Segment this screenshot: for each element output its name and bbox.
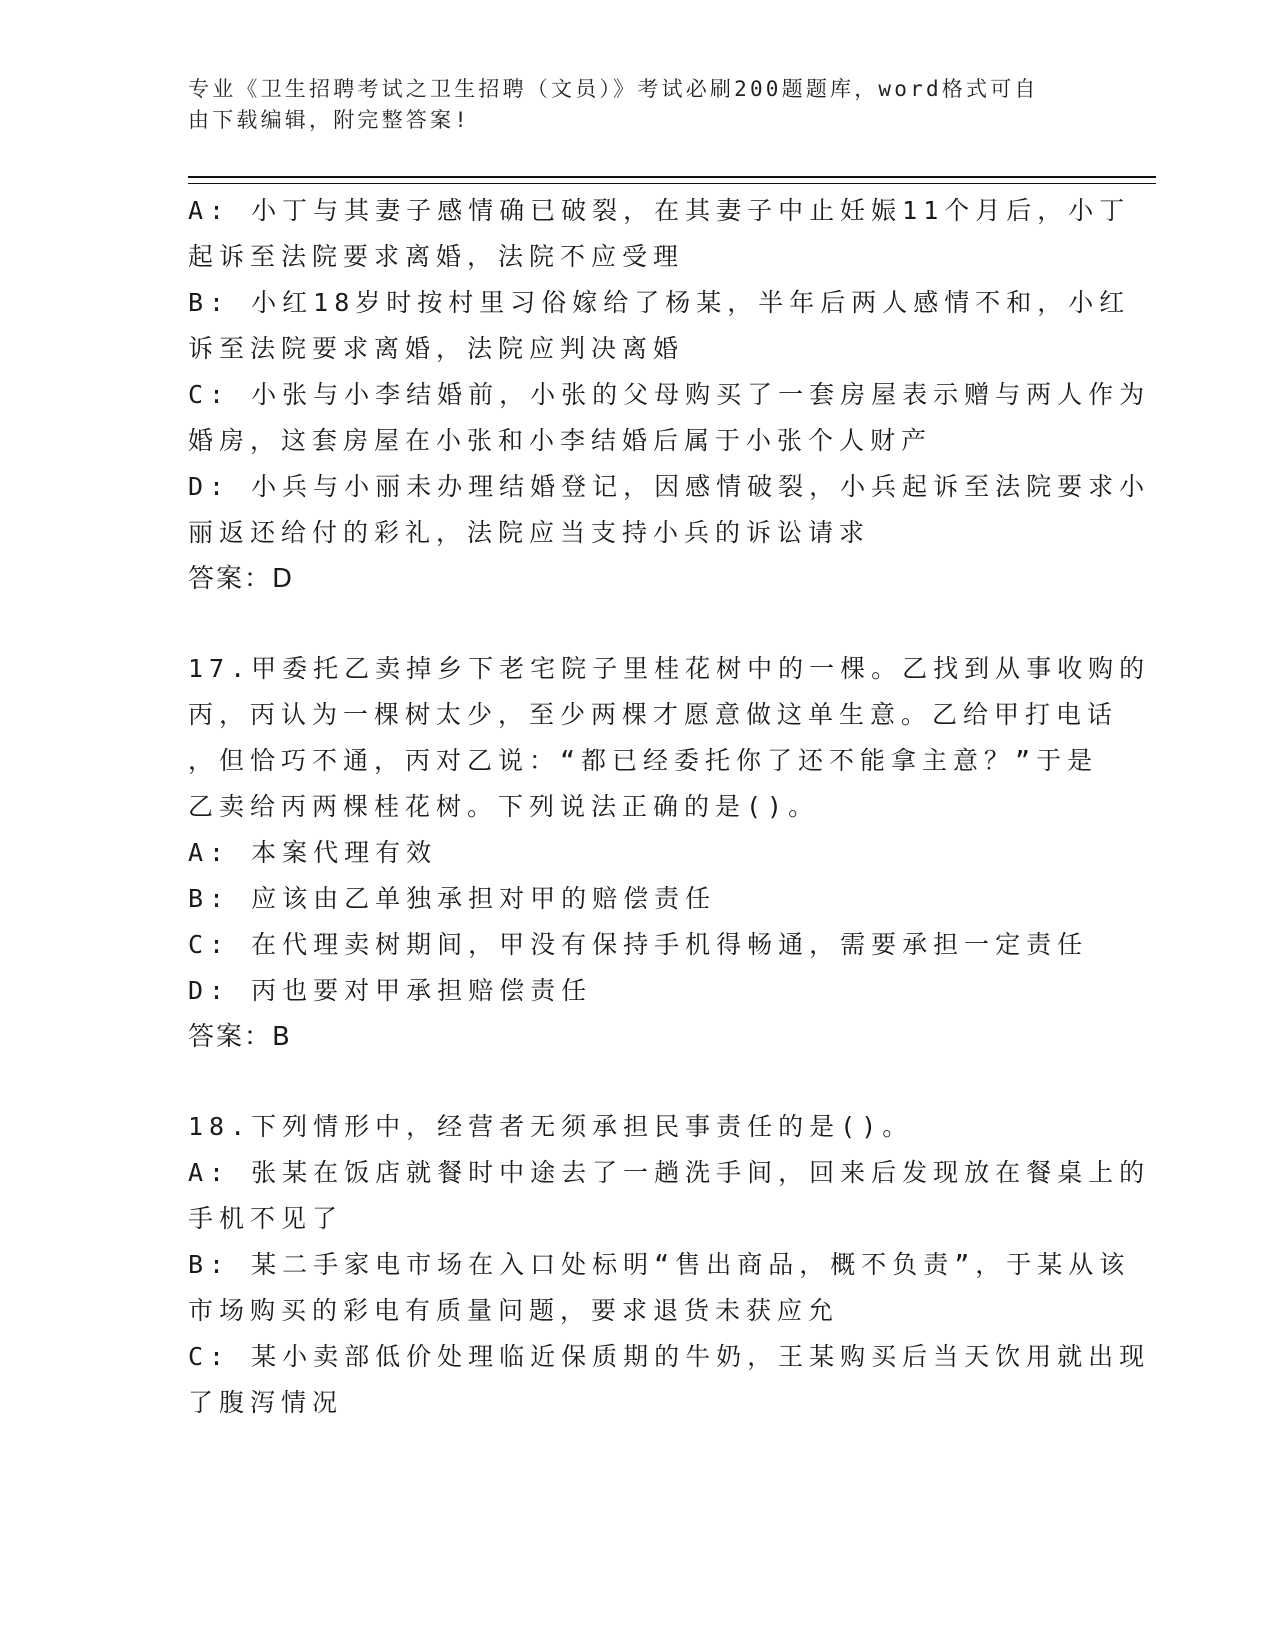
q18-option-a-line-2: 手机不见了 — [188, 1204, 344, 1233]
q18-option-b-line-2: 市场购买的彩电有质量问题，要求退货未获应允 — [188, 1296, 840, 1325]
q17-stem-line-2: 丙，丙认为一棵树太少，至少两棵才愿意做这单生意。乙给甲打电话 — [188, 700, 1119, 729]
page-content — [188, 188, 1151, 1426]
question-16-options — [188, 188, 1151, 602]
page-header — [188, 74, 1068, 136]
q17-option-d: D: 丙也要对甲承担赔偿责任 — [188, 976, 593, 1005]
q16-option-a-line-1: A: 小丁与其妻子感情确已破裂，在其妻子中止妊娠11个月后，小丁 — [188, 196, 1131, 225]
q16-answer: 答案：D — [188, 564, 295, 594]
q17-stem-line-1: 17.甲委托乙卖掉乡下老宅院子里桂花树中的一棵。乙找到从事收购的 — [188, 654, 1151, 683]
q18-option-a-line-1: A: 张某在饭店就餐时中途去了一趟洗手间，回来后发现放在餐桌上的 — [188, 1158, 1151, 1187]
header-line-1: 专业《卫生招聘考试之卫生招聘（文员）》考试必刷200题题库，word格式可自 — [188, 77, 1039, 101]
header-rule-thin — [188, 183, 1156, 184]
q18-option-b-line-1: B: 某二手家电市场在入口处标明“售出商品，概不负责”，于某从该 — [188, 1250, 1131, 1279]
q17-option-c: C: 在代理卖树期间，甲没有保持手机得畅通，需要承担一定责任 — [188, 930, 1089, 959]
q18-stem-line-1: 18.下列情形中，经营者无须承担民事责任的是()。 — [188, 1112, 914, 1141]
q17-stem-line-3: ，但恰巧不通，丙对乙说：“都已经委托你了还不能拿主意？”于是 — [188, 746, 1099, 775]
question-spacer — [188, 602, 1068, 646]
q17-option-a: A: 本案代理有效 — [188, 838, 438, 867]
q16-option-b-line-2: 诉至法院要求离婚，法院应判决离婚 — [188, 334, 685, 363]
q16-option-a-line-2: 起诉至法院要求离婚，法院不应受理 — [188, 242, 685, 271]
q18-option-c-line-2: 了腹泻情况 — [188, 1388, 344, 1417]
q18-option-c-line-1: C: 某小卖部低价处理临近保质期的牛奶，王某购买后当天饮用就出现 — [188, 1342, 1151, 1371]
header-line-2: 由下载编辑，附完整答案! — [188, 108, 471, 132]
q17-answer: 答案：B — [188, 1022, 292, 1052]
q17-stem-line-4: 乙卖给丙两棵桂花树。下列说法正确的是()。 — [188, 792, 820, 821]
question-17 — [188, 646, 1151, 1060]
q16-option-b-line-1: B: 小红18岁时按村里习俗嫁给了杨某，半年后两人感情不和，小红 — [188, 288, 1131, 317]
q16-option-d-line-2: 丽返还给付的彩礼，法院应当支持小兵的诉讼请求 — [188, 518, 871, 547]
question-18 — [188, 1104, 1151, 1426]
q16-option-d-line-1: D: 小兵与小丽未办理结婚登记，因感情破裂，小兵起诉至法院要求小 — [188, 472, 1151, 501]
question-spacer — [188, 1060, 1068, 1104]
q17-option-b: B: 应该由乙单独承担对甲的赔偿责任 — [188, 884, 717, 913]
header-rule-thick — [188, 176, 1156, 178]
q16-option-c-line-2: 婚房，这套房屋在小张和小李结婚后属于小张个人财产 — [188, 426, 933, 455]
q16-option-c-line-1: C: 小张与小李结婚前，小张的父母购买了一套房屋表示赠与两人作为 — [188, 380, 1151, 409]
